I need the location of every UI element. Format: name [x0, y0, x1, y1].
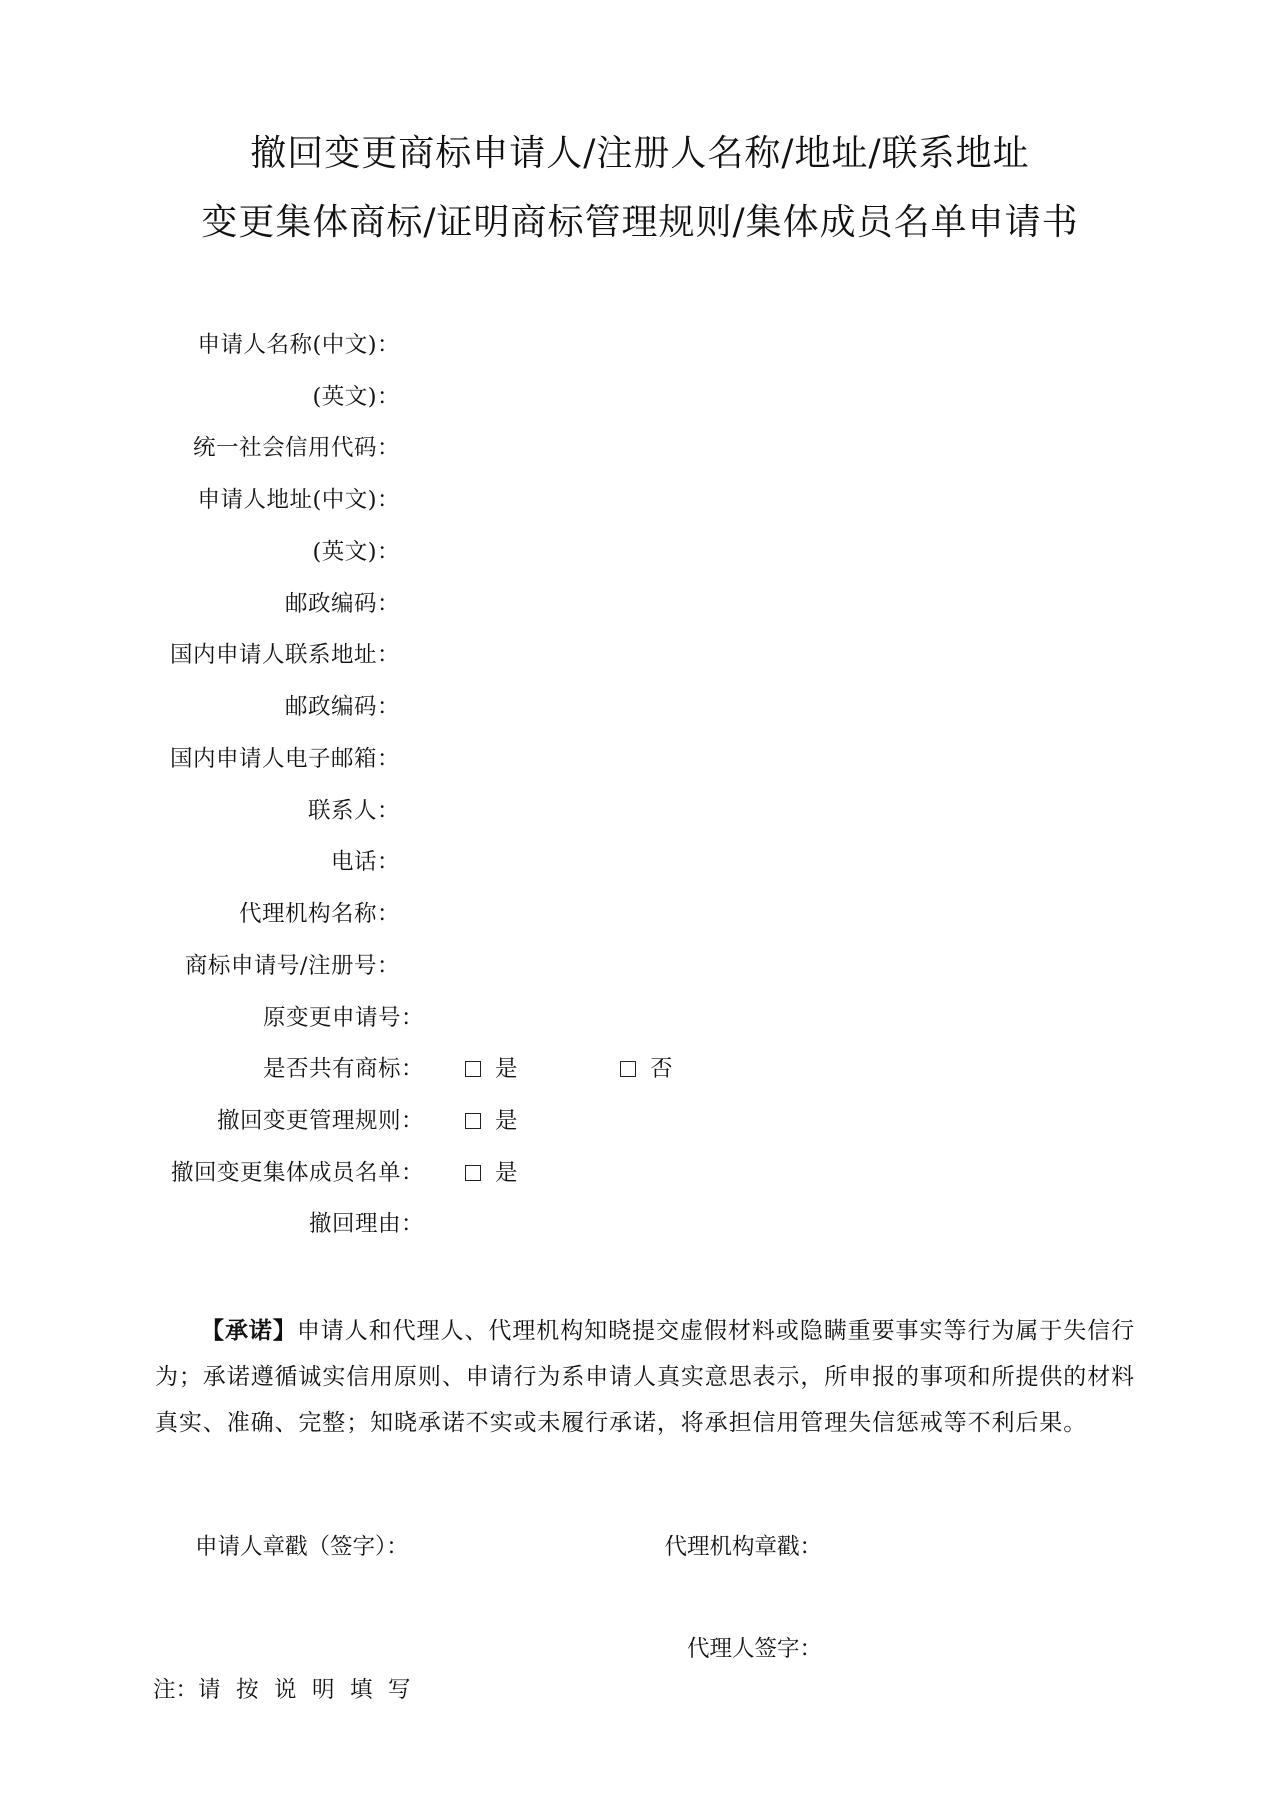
agent-signature-label: 代理人签字：	[686, 1636, 822, 1662]
form-row-contact-postal-code	[140, 692, 1040, 722]
option-label: 是	[495, 1056, 518, 1082]
contact-person-input[interactable]	[410, 798, 1014, 826]
applicant-seal-label: 申请人章戳（签字）：	[195, 1534, 409, 1560]
trademark-number-input[interactable]	[410, 953, 1014, 981]
shared-trademark-no-option[interactable]	[620, 1054, 673, 1084]
footnote	[153, 1675, 426, 1705]
field-label: (英文)：	[312, 384, 400, 410]
field-label: 原变更申请号：	[262, 1005, 424, 1031]
field-label: 申请人名称(中文)：	[197, 332, 400, 358]
field-label: (英文)：	[312, 539, 400, 565]
contact-postal-code-input[interactable]	[410, 694, 1014, 722]
domestic-email-input[interactable]	[410, 746, 1014, 774]
form-row-domestic-contact-address	[140, 640, 1040, 670]
credit-code-input[interactable]	[410, 435, 1014, 463]
form-row-agency-name	[140, 899, 1040, 929]
withdraw-members-yes-checkbox[interactable]	[465, 1165, 481, 1181]
form-row-applicant-name-cn	[140, 330, 1040, 360]
form-row-original-change-number	[140, 1003, 1040, 1033]
form-row-applicant-address-en	[140, 537, 1040, 567]
field-label: 是否共有商标：	[262, 1056, 424, 1082]
shared-trademark-yes-option[interactable]	[465, 1054, 518, 1084]
form-row-contact-person	[140, 796, 1040, 826]
original-change-number-input[interactable]	[434, 1005, 1038, 1033]
field-label: 国内申请人电子邮箱：	[169, 746, 400, 772]
field-label: 联系人：	[307, 798, 400, 824]
field-label: 撤回理由：	[308, 1211, 424, 1237]
withdraw-reason-input[interactable]	[434, 1211, 1038, 1239]
form-row-phone	[140, 847, 1040, 877]
applicant-address-en-input[interactable]	[410, 539, 1014, 567]
document-title-line-2: 变更集体商标/证明商标管理规则/集体成员名单申请书	[201, 202, 1079, 243]
pledge-paragraph	[155, 1308, 1135, 1446]
field-label: 撤回变更集体成员名单：	[170, 1160, 424, 1186]
field-label: 商标申请号/注册号：	[184, 953, 400, 979]
agency-seal-label: 代理机构章戳：	[664, 1534, 822, 1560]
form-row-trademark-number	[140, 951, 1040, 981]
pledge-body: 申请人和代理人、代理机构知晓提交虚假材料或隐瞒重要事实等行为属于失信行为；承诺遵循诚实信用原则、申请行为系申请人真实意思表示，所申报的事项和所提供的材料真实、准确、完整；知晓承诺不实或未履行承诺，将承担信用管理失信惩戒等不利后果。	[155, 1318, 1136, 1436]
form-row-withdraw-members	[140, 1158, 1040, 1188]
withdraw-members-yes-option[interactable]	[465, 1158, 518, 1188]
field-label: 统一社会信用代码：	[192, 435, 400, 461]
form-row-applicant-name-en	[140, 382, 1040, 412]
form-row-postal-code	[140, 589, 1040, 619]
form-row-withdraw-rules	[140, 1106, 1040, 1136]
withdraw-rules-yes-checkbox[interactable]	[465, 1113, 481, 1129]
field-label: 国内申请人联系地址：	[169, 642, 400, 668]
shared-trademark-no-checkbox[interactable]	[620, 1061, 636, 1077]
applicant-name-cn-input[interactable]	[410, 332, 1014, 360]
form-row-domestic-email	[140, 744, 1040, 774]
pledge-heading: 【承诺】	[201, 1317, 297, 1344]
applicant-address-cn-input[interactable]	[410, 487, 1014, 515]
note-text: 请按说明填写	[198, 1677, 427, 1703]
field-label: 邮政编码：	[284, 591, 400, 617]
option-label: 是	[495, 1160, 518, 1186]
field-label: 撤回变更管理规则：	[216, 1108, 424, 1134]
field-label: 电话：	[330, 849, 400, 875]
document-title-line-1: 撤回变更商标申请人/注册人名称/地址/联系地址	[250, 133, 1030, 174]
field-label: 代理机构名称：	[238, 901, 400, 927]
applicant-name-en-input[interactable]	[410, 384, 1014, 412]
withdraw-rules-yes-option[interactable]	[465, 1106, 518, 1136]
agency-seal-area[interactable]	[830, 1525, 1130, 1605]
option-label: 否	[650, 1056, 673, 1082]
postal-code-input[interactable]	[410, 591, 1014, 619]
field-label: 邮政编码：	[284, 694, 400, 720]
option-label: 是	[495, 1108, 518, 1134]
form-row-shared-trademark	[140, 1054, 1040, 1084]
field-label: 申请人地址(中文)：	[197, 487, 400, 513]
shared-trademark-yes-checkbox[interactable]	[465, 1061, 481, 1077]
agency-name-input[interactable]	[410, 901, 1014, 929]
note-prefix: 注：	[153, 1677, 199, 1703]
form-row-credit-code	[140, 433, 1040, 463]
agent-signature-area[interactable]	[830, 1627, 1130, 1671]
applicant-seal-area[interactable]	[195, 1565, 575, 1655]
form-row-applicant-address-cn	[140, 485, 1040, 515]
form-row-withdraw-reason	[140, 1209, 1040, 1239]
domestic-contact-address-input[interactable]	[410, 642, 1014, 670]
phone-input[interactable]	[410, 849, 1014, 877]
